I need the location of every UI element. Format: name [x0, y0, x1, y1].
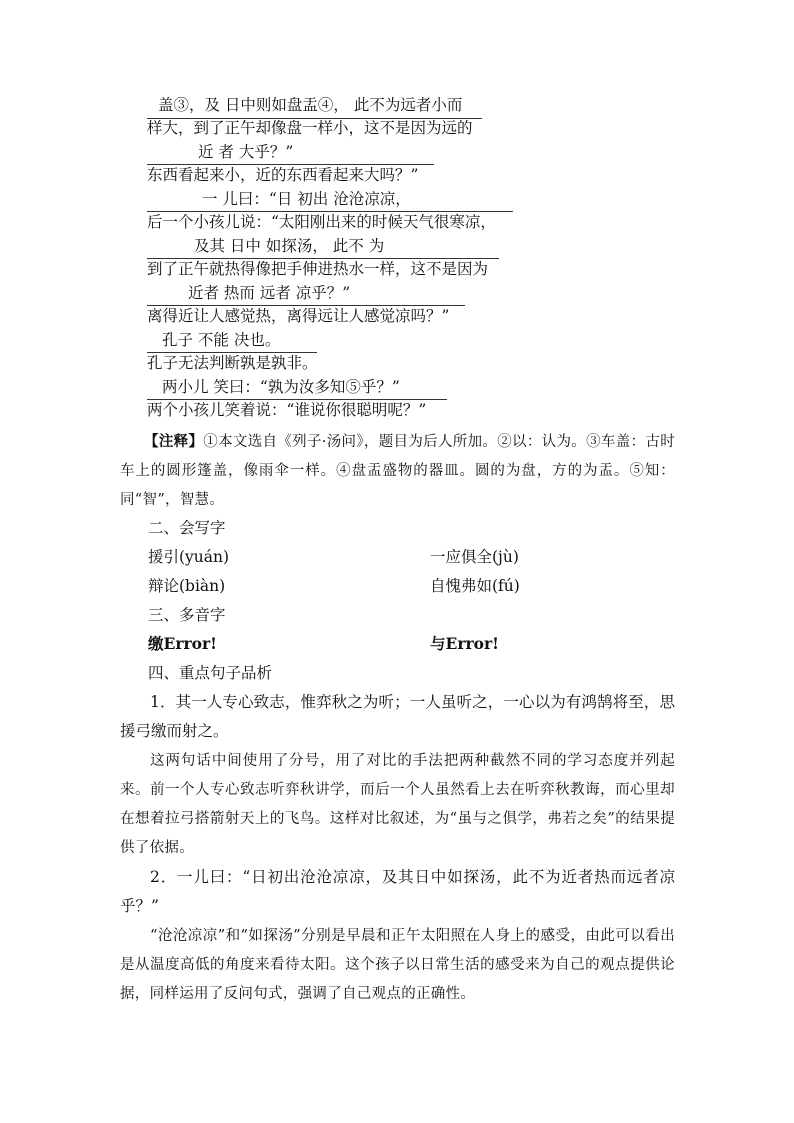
section-heading: 四、重点句子品析: [148, 664, 273, 682]
section-heading: 二、会写字: [148, 519, 226, 537]
notes-paragraph: [120, 427, 675, 515]
passage-line: 及其 日中 如探汤， 此不 为: [194, 237, 385, 255]
translation-line: 两个小孩儿笑着说：“谁说你很聪明呢？”: [147, 401, 427, 419]
word-item: 自愧弗如(fú): [430, 577, 520, 595]
translation-line: 后一个小孩儿说：“太阳刚出来的时候天气很寒凉，: [147, 213, 496, 231]
section-heading: 三、多音字: [148, 606, 226, 624]
polyphone-item: 缴Error!: [148, 634, 217, 653]
translation-line: 样大，到了正午却像盘一样小，这不是因为远的: [147, 119, 473, 137]
passage-line: 一 儿曰：“日 初出 沧沧凉凉，: [202, 190, 411, 208]
translation-line: 东西看起来小，近的东西看起来大吗？”: [147, 166, 419, 184]
question-1: 1．其一人专心致志，惟弈秋之为听；一人虽听之，一心以为有鸿鹄将至，思援弓缴而射之。: [120, 693, 675, 740]
notes-text: ①本文选自《列子·汤问》，题目为后人所加。②以：认为。③车盖：古时车上的圆形篷盖，像雨伞一样。④盘盂盛物的器皿。圆的为盘，方的为盂。⑤知：同“智”，智慧。: [120, 434, 675, 508]
question-2: 2．一儿曰：“日初出沧沧凉凉，及其日中如探汤，此不为近者热而远者凉乎？”: [120, 868, 675, 915]
analysis-1: 这两句话中间使用了分号，用了对比的手法把两种截然不同的学习态度并列起来。前一个人专心致志听弈秋讲学，而后一个人虽然看上去在听弈秋教诲，而心里却在想着拉弓搭箭射天上的飞鸟。这样对比叙述，为“虽与之俱学，弗若之矣”的结果提供了依据。: [120, 753, 675, 856]
translation-line: 到了正午就热得像把手伸进热水一样，这不是因为: [147, 260, 489, 278]
passage-line: 近 者 大乎？”: [198, 143, 294, 161]
passage-line: 两小儿 笑曰：“孰为汝多知⑤乎？”: [162, 378, 400, 396]
polyphone-item: 与Error!: [430, 634, 499, 653]
passage-line: 盖③，及 日中则如盘盂④， 此不为远者小而: [158, 96, 463, 114]
passage-line: 孔子 不能 决也。: [162, 331, 281, 349]
notes-label: 【注释】: [144, 433, 204, 450]
analysis-2: “沧沧凉凉”和“如探汤”分别是早晨和正午太阳照在人身上的感受，由此可以看出是从温度高低的角度来看待太阳。这个孩子以日常生活的感受来为自己的观点提供论据，同样运用了反问句式，强调了自己观点的正确性。: [120, 928, 675, 1002]
word-item: 援引(yuán): [148, 548, 230, 566]
word-item: 辩论(biàn): [148, 577, 226, 595]
word-item: 一应俱全(jù): [430, 548, 519, 566]
passage-line: 近者 热而 远者 凉乎？”: [188, 284, 351, 302]
translation-line: 孔子无法判断孰是孰非。: [147, 354, 318, 372]
translation-line: 离得近让人感觉热，离得远让人感觉凉吗？”: [147, 307, 450, 325]
